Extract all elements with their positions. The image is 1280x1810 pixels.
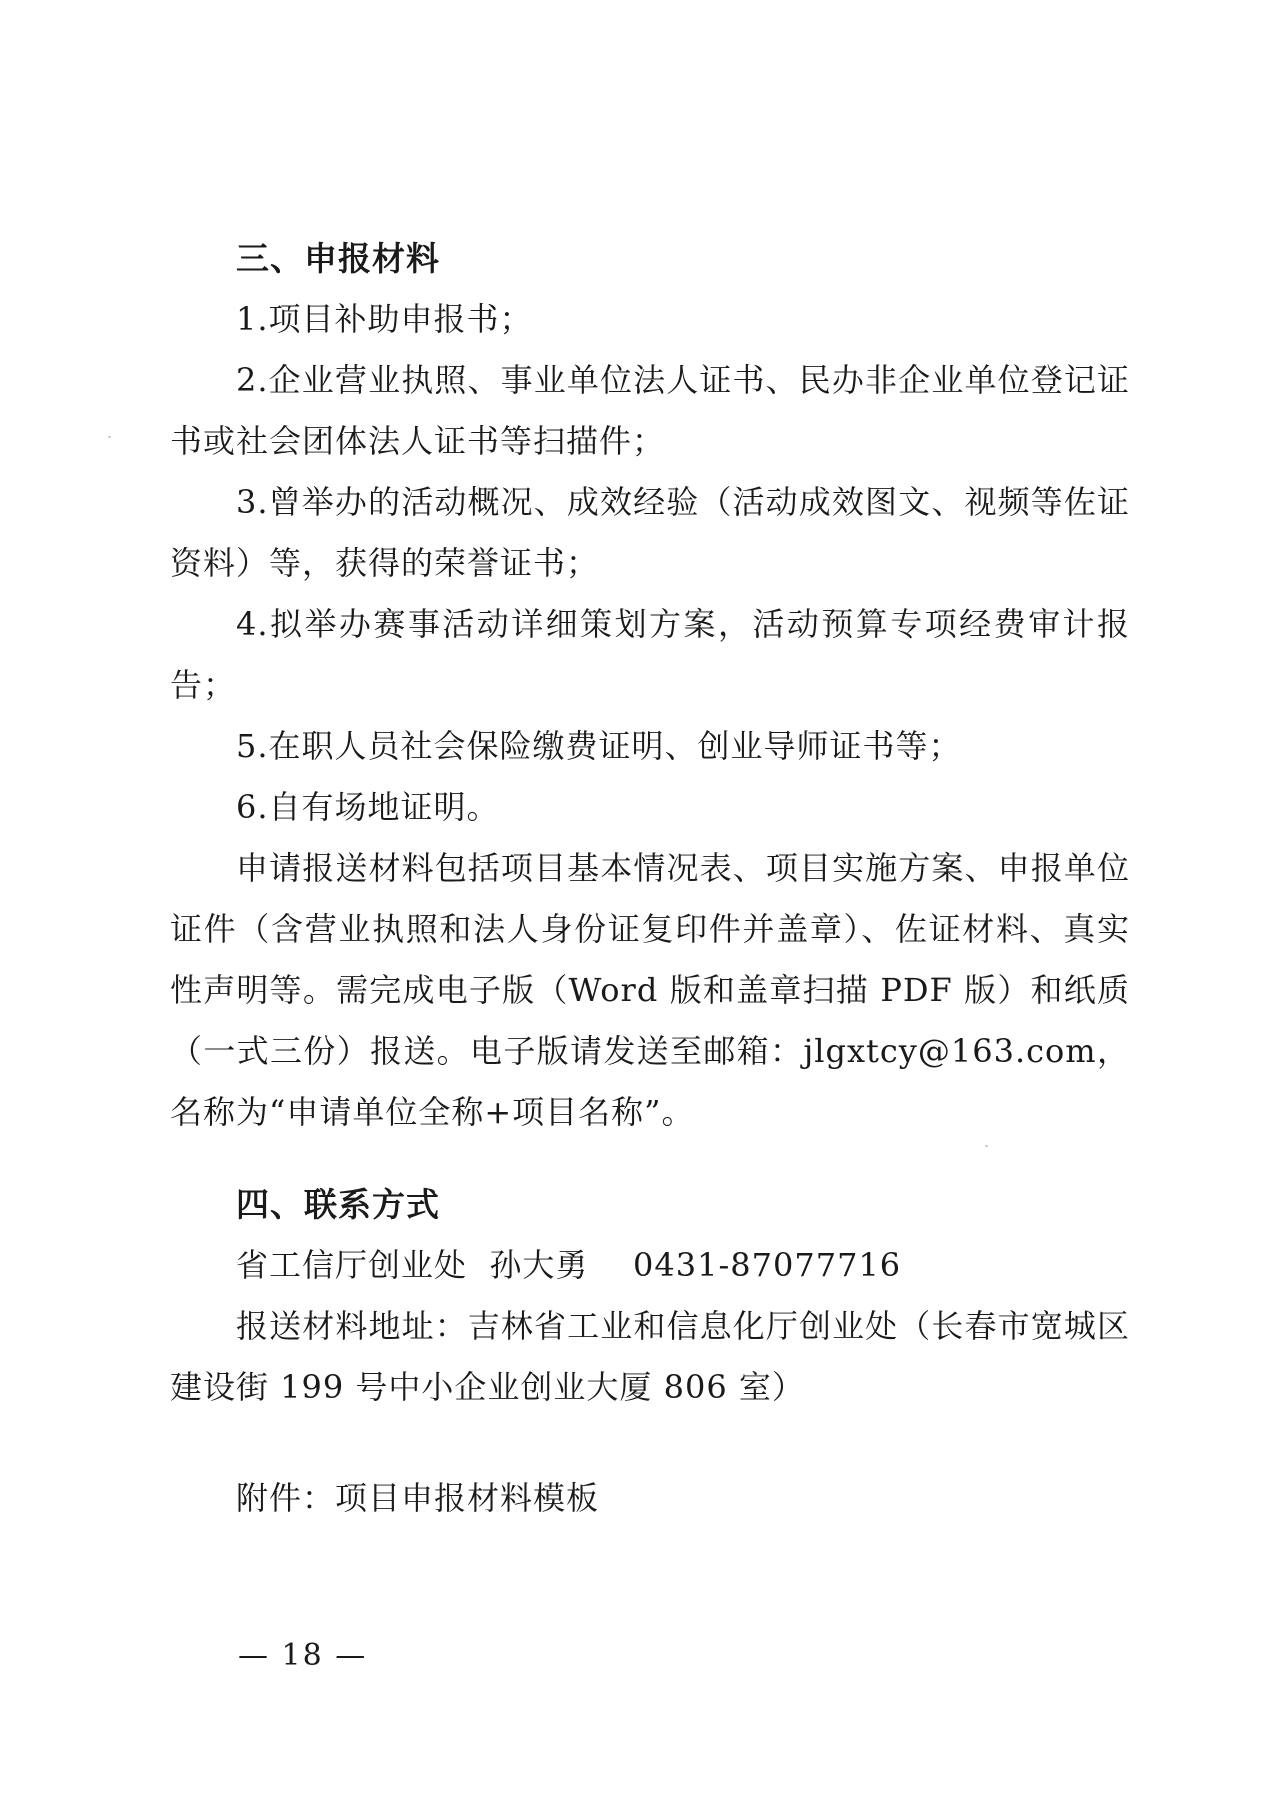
note-line-5: 名称为“申请单位全称+项目名称”。 <box>170 1093 695 1131</box>
list-item-4-line-2: 告； <box>170 666 237 704</box>
list-item-6: 6.自有场地证明。 <box>236 788 500 826</box>
section-heading-materials: 三、申报材料 <box>236 239 440 278</box>
scan-speck <box>985 1145 988 1147</box>
note-line-3: 性声明等。需完成电子版（Word 版和盖章扫描 PDF 版）和纸质 <box>170 971 1130 1009</box>
address-line-2: 建设街 199 号中小企业创业大厦 806 室） <box>170 1368 805 1406</box>
list-item-2-line-2: 书或社会团体法人证书等扫描件； <box>170 422 666 460</box>
list-item-4-line-1: 4.拟举办赛事活动详细策划方案，活动预算专项经费审计报 <box>236 605 1130 643</box>
list-item-2-line-1: 2.企业营业执照、事业单位法人证书、民办非企业单位登记证 <box>236 361 1130 399</box>
list-item-3-line-1: 3.曾举办的活动概况、成效经验（活动成效图文、视频等佐证 <box>236 483 1130 521</box>
list-item-3-line-2: 资料）等，获得的荣誉证书； <box>170 544 600 582</box>
section-heading-contact: 四、联系方式 <box>236 1185 440 1224</box>
contact-line: 省工信厅创业处 孙大勇 0431-87077716 <box>236 1246 902 1284</box>
section-materials <box>170 228 1130 1143</box>
note-line-2: 证件（含营业执照和法人身份证复印件并盖章）、佐证材料、真实 <box>170 910 1130 948</box>
attachment-line: 附件：项目申报材料模板 <box>236 1479 600 1517</box>
note-line-1: 申请报送材料包括项目基本情况表、项目实施方案、申报单位 <box>236 849 1130 887</box>
page-number: — 18 — <box>238 1638 368 1673</box>
list-item-5: 5.在职人员社会保险缴费证明、创业导师证书等； <box>236 727 962 765</box>
note-line-4: （一式三份）报送。电子版请发送至邮箱：jlgxtcy@163.com， <box>170 1032 1130 1070</box>
scan-speck <box>108 436 111 438</box>
list-item-1: 1.项目补助申报书； <box>236 300 533 338</box>
attachment-block <box>170 1468 1130 1529</box>
address-line-1: 报送材料地址：吉林省工业和信息化厅创业处（长春市宽城区 <box>236 1307 1130 1345</box>
section-contact <box>170 1174 1130 1418</box>
